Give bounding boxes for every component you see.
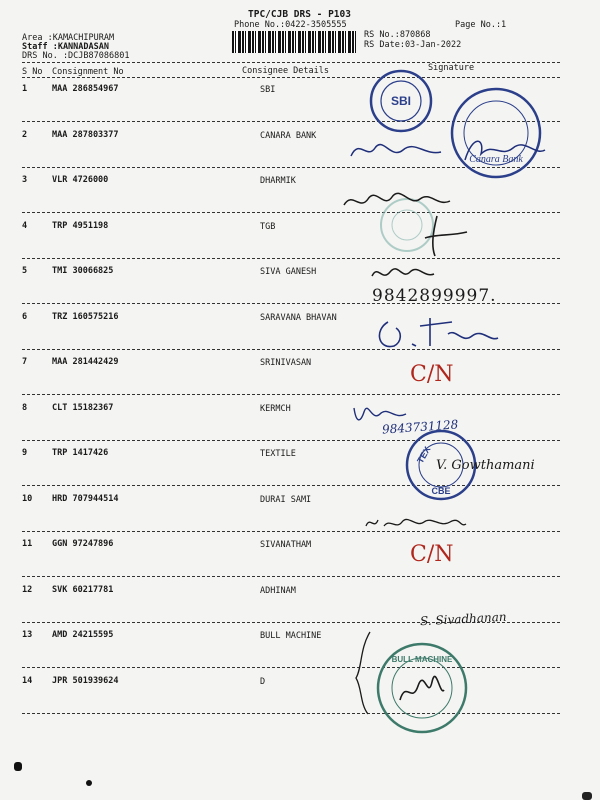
sbi-seal-stamp xyxy=(368,68,434,134)
row-consignee: SARAVANA BHAVAN xyxy=(260,313,337,323)
row-consignment-number: TRZ 160575216 xyxy=(52,312,119,322)
row-divider xyxy=(22,258,560,259)
signature-row-10 xyxy=(360,512,470,534)
canara-stamp-text: Canara Bank xyxy=(469,154,523,165)
row-consignee: BULL MACHINE xyxy=(260,631,322,641)
column-header-consignment: Consignment No xyxy=(52,67,124,77)
area-label: Area :KAMACHIPURAM xyxy=(22,33,115,43)
row-divider xyxy=(22,394,560,395)
row-sno: 10 xyxy=(22,494,33,504)
row-sno: 3 xyxy=(22,175,28,185)
signature-row-14 xyxy=(392,670,448,710)
row-divider xyxy=(22,440,560,441)
row-consignment-number: CLT 15182367 xyxy=(52,403,114,413)
row-consignee: DURAI SAMI xyxy=(260,495,312,505)
row-sno: 5 xyxy=(22,266,28,276)
row-divider xyxy=(22,485,560,486)
row-consignee: SBI xyxy=(260,85,276,95)
handwritten-name-1: V. Gowthamani xyxy=(436,458,535,473)
barcode xyxy=(232,31,356,53)
row-sno: 12 xyxy=(22,585,33,595)
column-header-signature: Signature xyxy=(428,63,475,73)
row-consignee: D xyxy=(260,677,266,687)
scan-speck xyxy=(14,762,22,771)
row-divider xyxy=(22,713,560,714)
row-sno: 1 xyxy=(22,84,28,94)
header-divider xyxy=(22,62,560,63)
row-sno: 2 xyxy=(22,130,28,140)
handwritten-phone-2: 9843731128 xyxy=(381,417,459,437)
row-consignee: DHARMIK xyxy=(260,176,296,186)
row-sno: 7 xyxy=(22,357,28,367)
row-consignee: CANARA BANK xyxy=(260,131,317,141)
scan-speck xyxy=(86,780,92,786)
row-consignment-number: MAA 281442429 xyxy=(52,357,119,367)
column-divider xyxy=(22,77,560,78)
handwritten-phone-1: 9842899997. xyxy=(372,286,497,306)
row-consignment-number: MAA 286854967 xyxy=(52,84,119,94)
row-sno: 11 xyxy=(22,539,33,549)
handwritten-name-2: S. Sivadhanan xyxy=(419,609,507,629)
row-consignment-number: JPR 501939624 xyxy=(52,676,119,686)
row-consignment-number: TRP 4951198 xyxy=(52,221,109,231)
cbe-stamp-text: CBE xyxy=(431,486,451,496)
column-header-sno: S No xyxy=(22,67,43,77)
row-consignment-number: GGN 97247896 xyxy=(52,539,114,549)
signature-row-4 xyxy=(415,212,475,260)
row-consignment-number: TRP 1417426 xyxy=(52,448,109,458)
row-consignment-number: VLR 4726000 xyxy=(52,175,109,185)
rs-date: RS Date:03-Jan-2022 xyxy=(364,40,462,50)
row-consignee: ADHINAM xyxy=(260,586,296,596)
row-consignee: TGB xyxy=(260,222,276,232)
row-divider xyxy=(22,667,560,668)
row-sno: 4 xyxy=(22,221,28,231)
row-sno: 6 xyxy=(22,312,28,322)
row-consignment-number: SVK 60217781 xyxy=(52,585,114,595)
row-consignment-number: AMD 24215595 xyxy=(52,630,114,640)
page-number: Page No.:1 xyxy=(455,20,507,30)
handwritten-cn-1: C/N xyxy=(410,362,454,387)
row-consignee: TEXTILE xyxy=(260,449,296,459)
sheet-title: TPC/CJB DRS - P103 xyxy=(248,9,351,20)
column-header-consignee: Consignee Details xyxy=(242,66,329,76)
row-consignee: SIVA GANESH xyxy=(260,267,317,277)
signature-row-6 xyxy=(372,312,502,356)
row-sno: 9 xyxy=(22,448,28,458)
row-consignee: KERMCH xyxy=(260,404,291,414)
phone-number: Phone No.:0422-3505555 xyxy=(234,20,347,30)
row-sno: 14 xyxy=(22,676,33,686)
signature-row-5 xyxy=(368,262,438,284)
bull-stamp-text: BULL MACHINE xyxy=(391,655,453,664)
scan-speck xyxy=(582,792,592,800)
rs-number: RS No.:870868 xyxy=(364,30,431,40)
row-consignment-number: HRD 707944514 xyxy=(52,494,119,504)
row-sno: 8 xyxy=(22,403,28,413)
sbi-stamp-text: SBI xyxy=(390,94,412,108)
row-sno: 13 xyxy=(22,630,33,640)
row-consignment-number: MAA 287803377 xyxy=(52,130,119,140)
drs-number: DRS No. :DCJB87086801 xyxy=(22,51,130,61)
bracket-mark xyxy=(350,628,380,718)
row-divider xyxy=(22,212,560,213)
row-consignment-number: TMI 30066825 xyxy=(52,266,114,276)
signature-row-3 xyxy=(340,185,460,215)
handwritten-cn-2: C/N xyxy=(410,542,454,567)
row-consignee: SRINIVASAN xyxy=(260,358,312,368)
signature-row-2 xyxy=(345,130,555,170)
textile-stamp-text: TEX xyxy=(415,444,433,465)
staff-label: Staff :KANNADASAN xyxy=(22,42,109,52)
row-divider xyxy=(22,531,560,532)
row-divider xyxy=(22,576,560,577)
row-consignee: SIVANATHAM xyxy=(260,540,312,550)
